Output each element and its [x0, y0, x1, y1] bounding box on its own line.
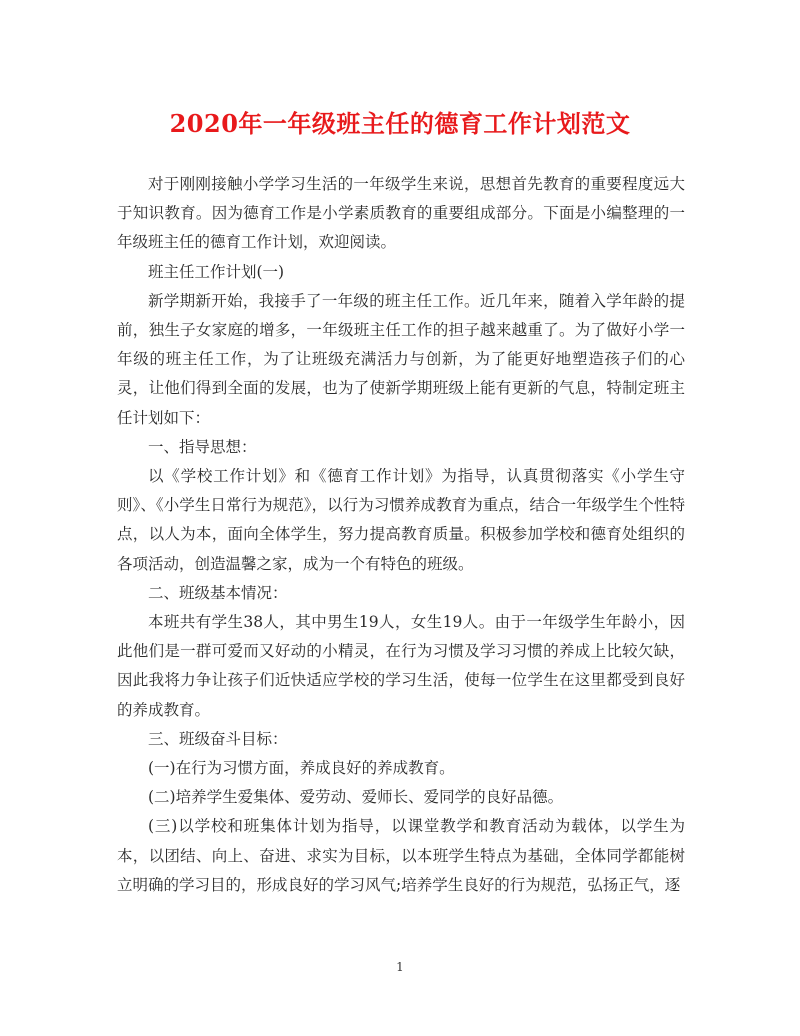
paragraph-guiding-thought: 以《学校工作计划》和《德育工作计划》为指导，认真贯彻落实《小学生守则》、《小学生日常行为规范》，以行为习惯养成教育为重点，结合一年级学生个性特点，以人为本，面向全体学生，努力提高教育质量。积极参加学校和德育处组织的各项活动，创造温馨之家，成为一个有特色的班级。: [117, 467, 685, 573]
document-body: [117, 170, 685, 900]
section-heading-plan-one: 班主任工作计划(一): [148, 262, 285, 281]
paragraph-goal-2: (二)培养学生爱集体、爱劳动、爱师长、爱同学的良好品德。: [148, 788, 564, 807]
paragraph-class-situation: 本班共有学生38人，其中男生19人，女生19人。由于一年级学生年龄小，因此他们是一群可爱而又好动的小精灵，在行为习惯及学习习惯的养成上比较欠缺，因此我将力争让孩子们近快适应学校的学习生活，使每一位学生在这里都受到良好的养成教育。: [117, 613, 685, 719]
section-heading-guiding-thought: 一、指导思想：: [148, 437, 257, 456]
section-heading-class-goals: 三、班级奋斗目标：: [148, 729, 288, 748]
section-heading-class-situation: 二、班级基本情况：: [148, 583, 288, 602]
paragraph-goal-1: (一)在行为习惯方面，养成良好的养成教育。: [148, 759, 455, 778]
paragraph-intro: 对于刚刚接触小学学习生活的一年级学生来说，思想首先教育的重要程度远大于知识教育。因为德育工作是小学素质教育的重要组成部分。下面是小编整理的一年级班主任的德育工作计划，欢迎阅读。: [117, 175, 685, 252]
page-number: 1: [396, 960, 404, 974]
paragraph-new-semester: 新学期新开始，我接手了一年级的班主任工作。近几年来，随着入学年龄的提前，独生子女家庭的增多，一年级班主任工作的担子越来越重了。为了做好小学一年级的班主任工作，为了让班级充满活力与创新，为了能更好地塑造孩子们的心灵，让他们得到全面的发展，也为了使新学期班级上能有更新的气息，特制定班主任计划如下：: [117, 291, 685, 427]
document-title: 2020年一年级班主任的德育工作计划范文: [169, 109, 631, 138]
paragraph-goal-3: (三)以学校和班集体计划为指导，以课堂教学和教育活动为载体，以学生为本，以团结、向上、奋进、求实为目标，以本班学生特点为基础，全体同学都能树立明确的学习目的，形成良好的学习风气;培养学生良好的行为规范，弘扬正气，逐: [117, 817, 685, 894]
